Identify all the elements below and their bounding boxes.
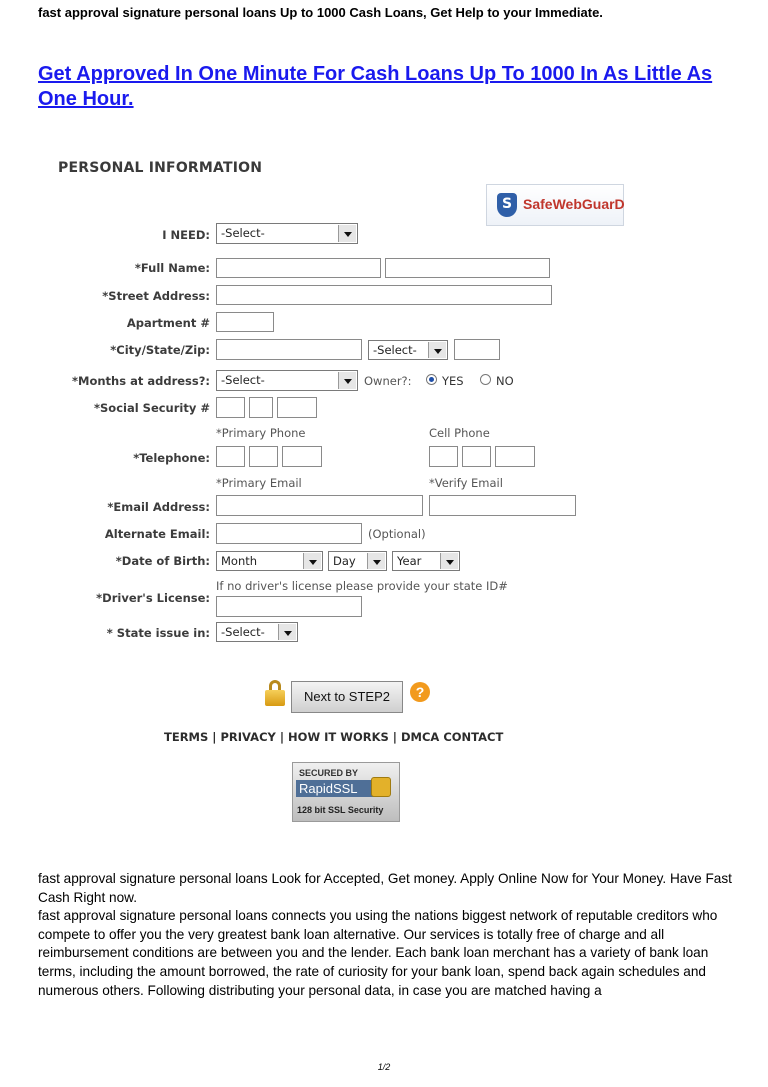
dropdown-arrow-icon [367, 553, 385, 569]
help-icon[interactable]: ? [410, 682, 430, 702]
dropdown-arrow-icon [440, 553, 458, 569]
body-paragraph-2: fast approval signature personal loans connects you using the nations biggest network of reputable creditors who compete to offer you the very greatest bank loan alternative. Our services is totally free of charge and all reimbursement conditions are between you and the lender. Each bank loan merchant has a variety of bank loan terms, including the amount borrowed, the rate of curiosity for your bank loan, spend back again schedules and numerous others. Following distributing your personal data, in case you are matched having a [38, 908, 718, 998]
months-label: *Months at address?: [72, 374, 210, 388]
dob-day-select[interactable] [328, 551, 387, 571]
zip-input[interactable] [454, 339, 500, 360]
safewebguard-logo: SafeWebGuarD [523, 196, 625, 212]
safewebguard-badge [486, 184, 624, 226]
dropdown-arrow-icon [278, 624, 296, 640]
email-label: *Email Address: [107, 500, 210, 514]
license-note: If no driver's license please provide your state ID# [216, 579, 508, 593]
apartment-label: Apartment # [126, 316, 210, 330]
license-input[interactable] [216, 596, 362, 617]
street-input[interactable] [216, 285, 552, 305]
cell-line-input[interactable] [495, 446, 535, 467]
phone-area-input[interactable] [216, 446, 245, 467]
dob-year-select[interactable] [392, 551, 460, 571]
apartment-input[interactable] [216, 312, 274, 332]
phone-line-input[interactable] [282, 446, 322, 467]
owner-yes-label: YES [442, 374, 464, 388]
months-select-value: -Select- [221, 373, 265, 387]
first-name-input[interactable] [216, 258, 381, 278]
primary-phone-note: *Primary Phone [216, 426, 306, 440]
primary-email-note: *Primary Email [216, 476, 302, 490]
dob-year-value: Year [397, 554, 422, 568]
ssn-part1-input[interactable] [216, 397, 245, 418]
owner-no-radio[interactable] [480, 374, 491, 385]
owner-no-label: NO [496, 374, 514, 388]
state-issue-value: -Select- [221, 625, 265, 639]
ssn-part3-input[interactable] [277, 397, 317, 418]
state-select-value: -Select- [373, 343, 417, 357]
dropdown-arrow-icon [338, 372, 356, 389]
owner-label: Owner?: [364, 374, 412, 388]
ssl-secured-by: SECURED BY [299, 768, 359, 778]
ssn-label: *Social Security # [94, 401, 210, 415]
section-title: PERSONAL INFORMATION [58, 160, 263, 176]
state-issue-label: * State issue in: [106, 626, 210, 640]
dob-month-value: Month [221, 554, 258, 568]
next-step-button[interactable]: Next to STEP2 [291, 681, 403, 713]
verify-email-input[interactable] [429, 495, 576, 516]
page-header: fast approval signature personal loans Up to 1000 Cash Loans, Get Help to your Immediate. [38, 5, 603, 20]
ssn-part2-input[interactable] [249, 397, 273, 418]
footer-links[interactable]: TERMS | PRIVACY | HOW IT WORKS | DMCA CONTACT [164, 730, 504, 744]
optional-note: (Optional) [368, 527, 426, 541]
cell-area-input[interactable] [429, 446, 458, 467]
dob-day-value: Day [333, 554, 356, 568]
state-select[interactable] [368, 340, 448, 360]
need-label: I NEED: [162, 228, 210, 242]
phone-prefix-input[interactable] [249, 446, 278, 467]
license-label: *Driver's License: [96, 591, 210, 605]
dob-label: *Date of Birth: [115, 554, 210, 568]
need-select-value: -Select- [221, 226, 265, 240]
cell-prefix-input[interactable] [462, 446, 491, 467]
ssl-brand: RapidSSL [296, 780, 382, 797]
headline-link[interactable]: Get Approved In One Minute For Cash Loans Up To 1000 In As Little As One Hour. [38, 63, 713, 110]
verify-email-note: *Verify Email [429, 476, 503, 490]
dropdown-arrow-icon [428, 342, 446, 358]
street-label: *Street Address: [102, 289, 210, 303]
full-name-label: *Full Name: [134, 261, 210, 275]
state-issue-select[interactable] [216, 622, 298, 642]
shield-icon: S [497, 193, 517, 217]
city-input[interactable] [216, 339, 362, 360]
city-label: *City/State/Zip: [110, 343, 210, 357]
dob-month-select[interactable] [216, 551, 323, 571]
need-select[interactable] [216, 223, 358, 244]
alt-email-input[interactable] [216, 523, 362, 544]
body-paragraph-1: fast approval signature personal loans Look for Accepted, Get money. Apply Online Now for Your Money. Have Fast Cash Right now. [38, 871, 732, 905]
dropdown-arrow-icon [303, 553, 321, 569]
owner-yes-radio[interactable] [426, 374, 437, 385]
lock-icon [264, 680, 286, 706]
email-input[interactable] [216, 495, 423, 516]
body-text [38, 870, 738, 1000]
rapidssl-badge [292, 762, 400, 822]
dropdown-arrow-icon [338, 225, 356, 242]
alt-email-label: Alternate Email: [104, 527, 210, 541]
page-number: 1/2 [377, 1062, 391, 1072]
last-name-input[interactable] [385, 258, 550, 278]
telephone-label: *Telephone: [133, 451, 210, 465]
cell-phone-note: Cell Phone [429, 426, 490, 440]
ssl-strength: 128 bit SSL Security [297, 805, 384, 815]
months-select[interactable] [216, 370, 358, 391]
ssl-lock-icon [371, 777, 391, 797]
